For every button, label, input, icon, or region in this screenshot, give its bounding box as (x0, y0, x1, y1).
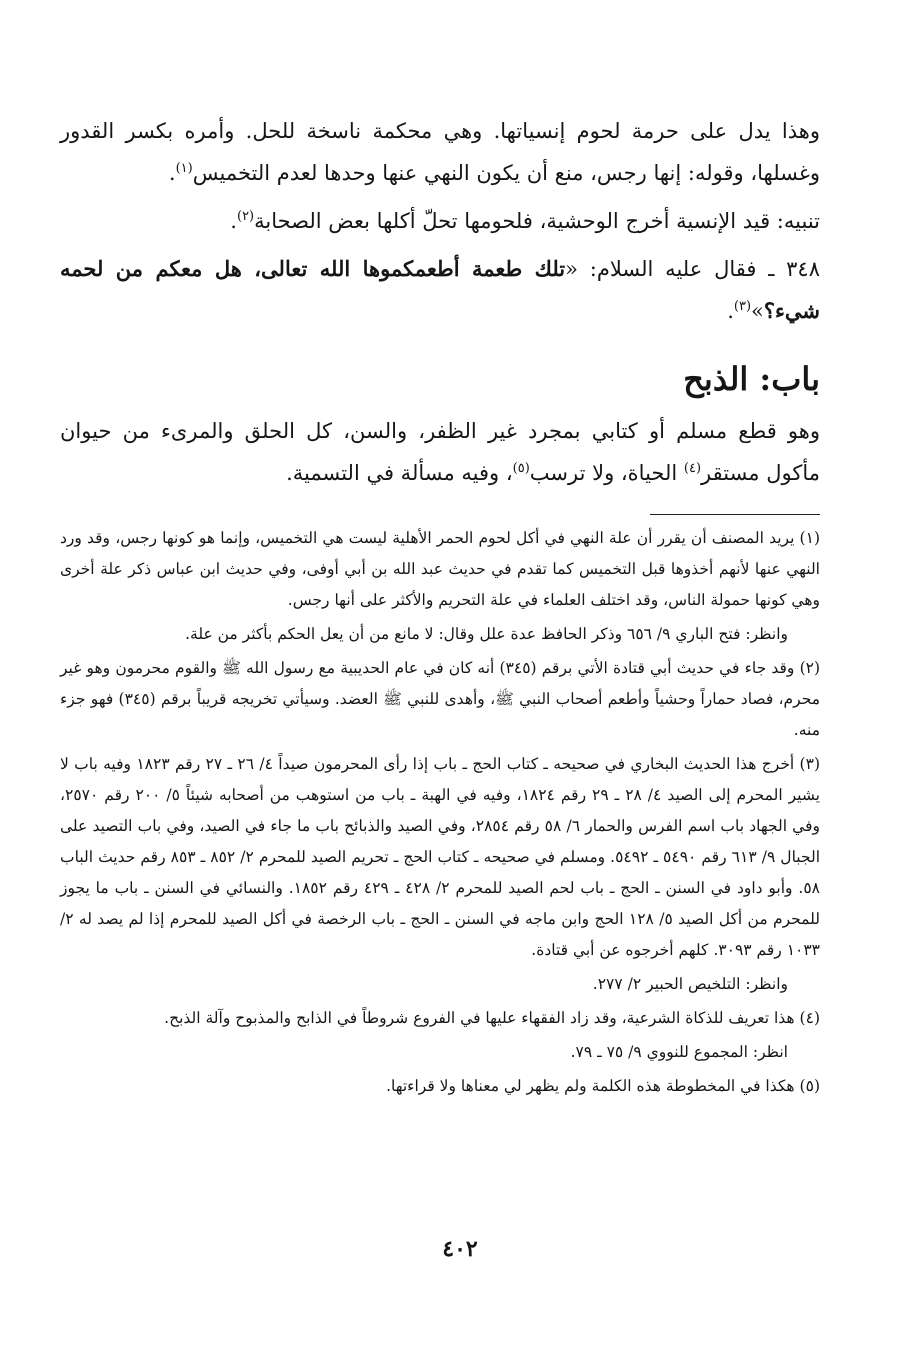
footnote-text: وقد جاء في حديث أبي قتادة الأتي برقم (٣٤٥) أنه كان في عام الحديبية مع رسول الله ﷺ والقوم محرمون وهو غير محرم، فصاد حماراً وحشياً وأطعم أصحاب النبي ﷺ، وأهدى للنبي ﷺ العضد. وسيأتي تخريجه قريباً برقم (٣٤٥) فهو جزء منه. (60, 659, 821, 739)
footnotes (60, 523, 820, 1102)
hadith-prefix: ٣٤٨ ـ فقال عليه السلام: « (565, 257, 820, 281)
hadith-end: . (727, 299, 734, 323)
footnote-text: أخرج هذا الحديث البخاري في صحيحه ـ كتاب الحج ـ باب إذا رأى المحرمون صيداً ٤/ ٢٦ ـ ٢٧ رقم ١٨٢٣ وفيه باب لا يشير المحرم إلى الصيد ٤/ ٢٨ ـ ٢٩ رقم ١٨٢٤، وفيه في الهبة ـ باب من استوهب من أصحابه شيئاً ٥/ ٢٠٠ رقم ٢٥٧٠، وفي الجهاد باب اسم الفرس والحمار ٦/ ٥٨ رقم ٢٨٥٤، وفي الصيد والذبائح باب ما جاء في الصيد، وفي باب التصيد على الجبال ٩/ ٦١٣ رقم ٥٤٩٠ ـ ٥٤٩٢. ومسلم في صحيحه ـ كتاب الحج ـ تحريم الصيد للمحرم ٢/ ٨٥٢ ـ ٨٥٣ رقم حديث الباب ٥٨. وأبو داود في السنن ـ الحج ـ باب لحم الصيد للمحرم ٢/ ٤٢٨ ـ ٤٢٩ رقم ١٨٥٢. والنسائي في السنن ـ باب ما يجوز للمحرم من أكل الصيد ٥/ ١٢٨ الحج وابن ماجه في السنن ـ الحج ـ باب الرخصة في أكل الصيد للمحرم إذا لم يصد له ٢/ ١٠٣٣ رقم ٣٠٩٣. كلهم أخرجوه عن أبي قتادة. (60, 755, 821, 959)
footnote-number: (٥) (799, 1077, 820, 1095)
footnote-ref-2[interactable]: (٢) (236, 209, 255, 224)
footnote-divider (650, 514, 820, 515)
footnote-4-reference: انظر: المجموع للنووي ٩/ ٧٥ ـ ٧٩. (570, 1043, 788, 1061)
footnote-ref-1[interactable]: (١) (175, 161, 193, 176)
hadith-text: تلك طعمة أطعمكموها الله تعالى، هل معكم من لحمه شيء؟ (60, 256, 820, 323)
paragraph-hadith-348 (60, 248, 820, 332)
hadith-close: » (751, 299, 764, 323)
footnote-5 (60, 1071, 820, 1102)
footnote-ref-4[interactable]: (٤) (683, 461, 702, 476)
footnote-1 (60, 523, 820, 616)
chapter-text-a: وهو قطع مسلم أو كتابي بمجرد غير الظفر، والسن، كل الحلق والمرىء من حيوان مأكول مستقر (60, 419, 820, 485)
footnote-2 (60, 653, 820, 746)
paragraph-hadith-commentary (60, 110, 820, 194)
chapter-title: باب: الذبح (683, 360, 820, 398)
footnote-text: هذا تعريف للذكاة الشرعية، وقد زاد الفقهاء عليها في الفروع شروطاً في الذابح والمذبوح وآلة الذبح. (164, 1009, 795, 1027)
footnote-ref-5[interactable]: (٥) (512, 461, 530, 476)
paragraph-text: وهذا يدل على حرمة لحوم إنسياتها. وهي محكمة ناسخة للحل. وأمره بكسر القدور وغسلها، وقوله: إنها رجس، منع أن يكون النهي عنها وحدها لعدم التخميس (60, 119, 820, 185)
main-text (60, 110, 820, 494)
footnote-3-reference: وانظر: التلخيص الحبير ٢/ ٢٧٧. (592, 975, 788, 993)
footnote-text: هكذا في المخطوطة هذه الكلمة ولم يظهر لي معناها ولا قراءتها. (386, 1077, 795, 1095)
note-text: تنبيه: قيد الإنسية أخرج الوحشية، فلحومها تحلّ أكلها بعض الصحابة (254, 209, 820, 233)
footnote-ref-3[interactable]: (٣) (733, 299, 752, 314)
page-body (60, 110, 820, 1105)
footnote-number: (٢) (799, 659, 821, 677)
note-end: . (230, 209, 237, 233)
paragraph-end: . (168, 161, 176, 185)
footnote-number: (١) (799, 529, 820, 547)
chapter-text-c: ، وفيه مسألة في التسمية. (286, 461, 513, 485)
chapter-definition (60, 410, 820, 494)
footnote-4 (60, 1003, 820, 1034)
footnote-3 (60, 749, 820, 966)
footnote-number: (٤) (799, 1009, 820, 1027)
footnote-text: يريد المصنف أن يقرر أن علة النهي في أكل لحوم الحمر الأهلية ليست هي التخميس، وإنما هو كونها رجس، وقد ورد النهي عنها لأنهم أخذوها قبل التخميس كما تقدم في حديث عبد الله بن أبي أوفى، وفي حديث ابن عباس ذكر علة أخرى وهي كونها حمولة الناس، وقد اختلف العلماء في علة التحريم والأكثر على أنها رجس. (60, 529, 820, 609)
paragraph-note (60, 200, 820, 242)
chapter-text-b: الحياة، ولا ترسب (529, 461, 684, 485)
page-number: ٤٠٢ (442, 1236, 478, 1262)
footnote-1-reference: وانظر: فتح الباري ٩/ ٦٥٦ وذكر الحافظ عدة علل وقال: لا مانع من أن يعل الحكم بأكثر من علة. (185, 625, 788, 643)
footnote-number: (٣) (799, 755, 820, 773)
